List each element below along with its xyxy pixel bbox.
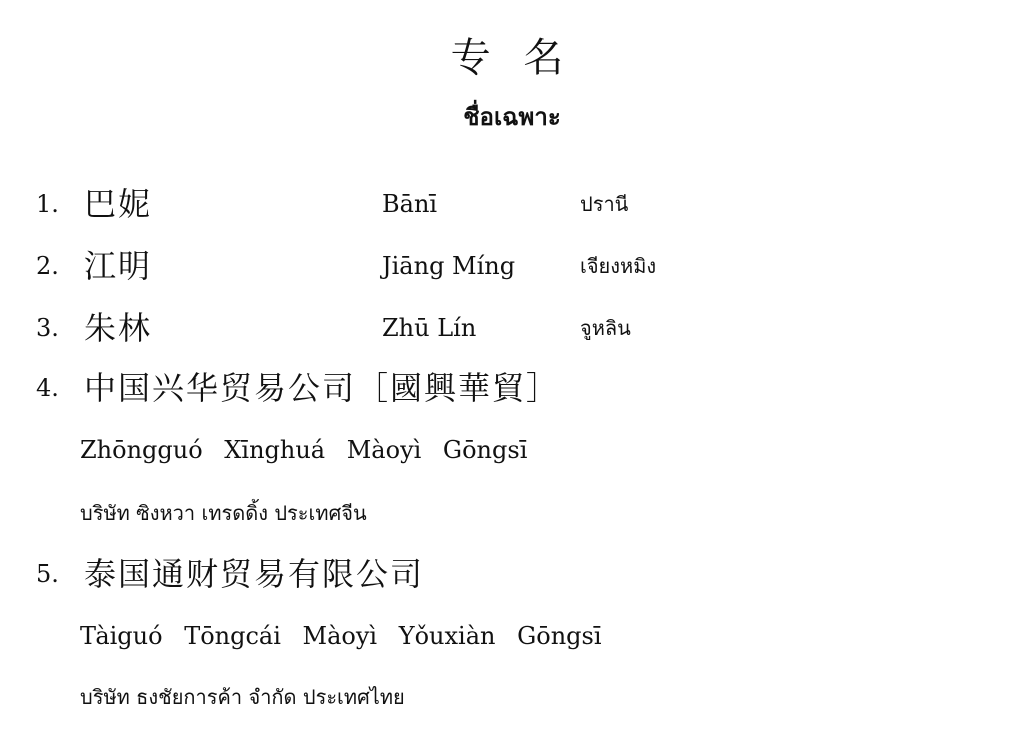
- entry-thai: จูหลิน: [580, 316, 631, 340]
- entry-thai: บริษัท ซิงหวา เทรดดิ้ง ประเทศจีน: [80, 501, 367, 525]
- page-title: 专 名: [450, 35, 574, 81]
- entry-pinyin: Zhū Lín: [382, 314, 477, 342]
- entry-pinyin: Zhōngguó Xīnghuá Màoyì Gōngsī: [80, 436, 528, 464]
- entry-thai: เจียงหมิง: [580, 254, 657, 278]
- entry-chinese-name: 巴妮: [84, 185, 153, 223]
- entry-chinese-name: 朱林: [84, 309, 153, 347]
- entry-chinese-name: 泰国通财贸易有限公司: [84, 555, 425, 593]
- entry-number: 2.: [36, 252, 59, 280]
- entry-chinese-name: 江明: [84, 247, 153, 285]
- entry-pinyin: Bānī: [382, 190, 438, 218]
- entry-thai: ปรานี: [580, 192, 629, 216]
- entry-number: 4.: [36, 374, 59, 402]
- list-item: [0, 306, 1024, 350]
- entry-number: 1.: [36, 190, 59, 218]
- entry-chinese-name: 中国兴华贸易公司［國興華貿］: [84, 369, 561, 407]
- list-item: [0, 244, 1024, 288]
- list-item: [0, 182, 1024, 226]
- entry-thai: บริษัท ธงชัยการค้า จำกัด ประเทศไทย: [80, 685, 405, 709]
- entry-number: 3.: [36, 314, 59, 342]
- entry-number: 5.: [36, 560, 59, 588]
- list-item: [0, 366, 1024, 410]
- list-item: [0, 552, 1024, 596]
- page-subtitle: ชื่อเฉพาะ: [463, 102, 561, 131]
- entry-pinyin: Jiāng Míng: [382, 252, 516, 280]
- entry-pinyin: Tàiguó Tōngcái Màoyì Yǒuxiàn Gōngsī: [80, 622, 602, 650]
